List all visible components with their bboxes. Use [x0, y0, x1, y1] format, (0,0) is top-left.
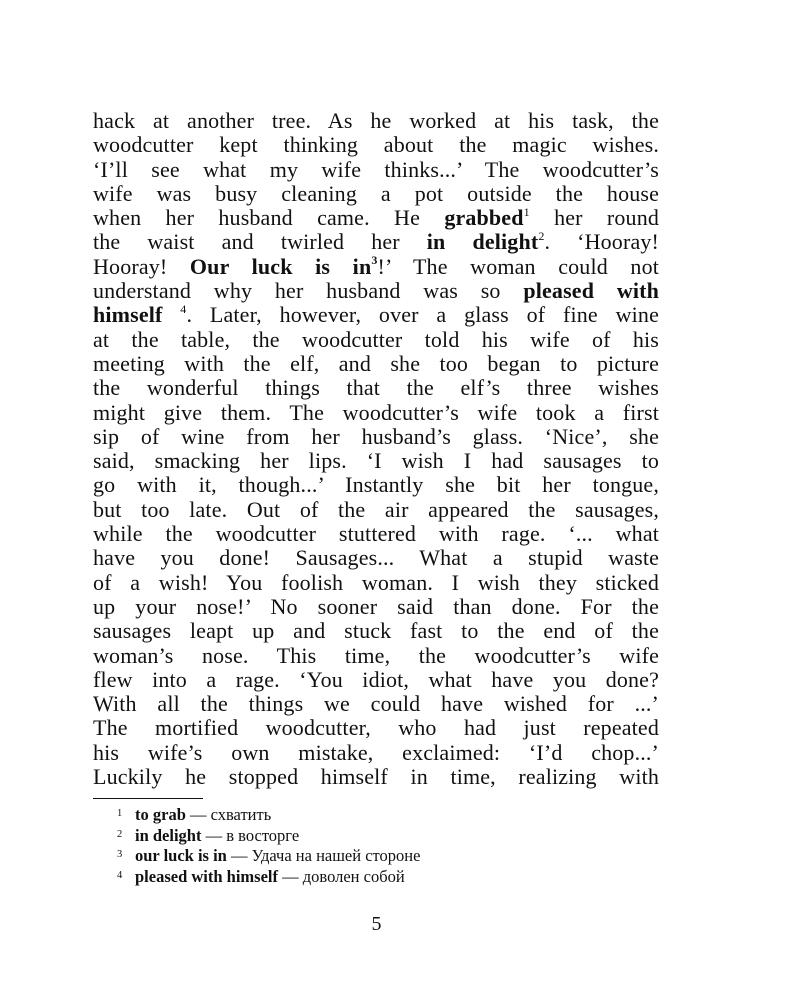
footnote-item	[117, 846, 657, 867]
text-line	[93, 206, 659, 230]
footnotes	[117, 805, 657, 887]
text-line: the wonderful things that the elf’s three wishes	[93, 375, 659, 401]
text-line: his wife’s own mistake, exclaimed: ‘I’d chop...’	[93, 739, 659, 765]
text-fragment: !’ The woman could not	[377, 253, 659, 279]
text-line	[93, 230, 659, 254]
footnote-item	[117, 867, 657, 888]
text-fragment: the waist and twirled her	[93, 229, 400, 255]
footnote-translation: — схватить	[185, 805, 272, 824]
glossary-term: pleased with	[523, 278, 659, 304]
footnote-number: 4	[117, 869, 123, 881]
footnote-term: to grab	[135, 805, 186, 824]
text-line: flew into a rage. ‘You idiot, what have you done?	[93, 666, 659, 692]
text-line: With all the things we could have wished for ...’	[93, 691, 659, 717]
footnote-term: in delight	[135, 825, 202, 845]
footnote-term: pleased with himself	[135, 866, 279, 886]
text-line	[93, 279, 659, 303]
story-text	[93, 109, 659, 789]
footnote-number: 2	[117, 828, 123, 840]
text-line: of a wish! You foolish woman. I wish they sticked	[93, 569, 659, 595]
glossary-term: himself	[93, 302, 163, 328]
glossary-term: Our luck is in	[189, 253, 372, 279]
text-line: The mortified woodcutter, who had just repeated	[93, 715, 659, 741]
text-fragment: when her husband came. He	[93, 205, 420, 231]
footnote-ref: 4	[180, 302, 187, 317]
footnote-ref: 3	[371, 253, 378, 268]
text-line: ‘I’ll see what my wife thinks...’ The woodcutter’s	[93, 156, 659, 182]
footnote-number: 1	[117, 808, 123, 819]
footnote-item	[117, 805, 657, 826]
footnote-ref: 2	[538, 229, 545, 244]
text-line: might give them. The woodcutter’s wife took a first	[93, 399, 659, 425]
text-line: at the table, the woodcutter told his wife of his	[93, 326, 659, 352]
footnote-item	[117, 826, 657, 847]
footnote-ref: 1	[523, 204, 530, 219]
text-fragment: understand why her husband was so	[93, 278, 501, 304]
text-line	[93, 303, 659, 327]
glossary-term: in delight	[426, 229, 539, 255]
text-line: up your nose!’ No sooner said than done. For the	[93, 593, 659, 619]
footnote-divider	[93, 798, 203, 799]
text-line	[93, 255, 659, 279]
footnote-translation: — в восторге	[201, 825, 300, 845]
glossary-term: grabbed	[444, 205, 524, 231]
text-line: go with it, though...’ Instantly she bit her tongue,	[93, 472, 659, 498]
text-line: said, smacking her lips. ‘I wish I had sausages to	[93, 448, 659, 474]
text-line: Luckily he stopped himself in time, realizing with	[93, 764, 659, 790]
footnote-term: our luck is in	[135, 846, 227, 865]
text-line: sausages leapt up and stuck fast to the end of the	[93, 618, 659, 644]
footnote-translation: — Удача на нашей стороне	[226, 846, 421, 865]
text-line: woman’s nose. This time, the woodcutter’s wife	[93, 642, 659, 668]
text-line: hack at another tree. As he worked at his task, the	[93, 108, 659, 133]
text-line: have you done! Sausages... What a stupid waste	[93, 545, 659, 571]
text-fragment: Hooray!	[93, 253, 168, 279]
footnote-translation: — доволен собой	[278, 866, 405, 886]
text-line: woodcutter kept thinking about the magic wishes.	[93, 132, 659, 158]
text-line: but too late. Out of the air appeared the sausages,	[93, 496, 659, 522]
text-line: while the woodcutter stuttered with rage. ‘... what	[93, 521, 659, 547]
text-fragment: . Later, however, over a glass of fine wine	[186, 302, 659, 328]
text-fragment: her round	[554, 205, 659, 231]
page-number: 5	[371, 913, 382, 935]
text-fragment: . ‘Hooray!	[544, 229, 659, 255]
footnote-number: 3	[117, 849, 123, 860]
text-line: sip of wine from her husband’s glass. ‘Nice’, she	[93, 423, 659, 449]
text-line: meeting with the elf, and she too began to picture	[93, 350, 659, 376]
text-line: wife was busy cleaning a pot outside the house	[93, 180, 659, 206]
